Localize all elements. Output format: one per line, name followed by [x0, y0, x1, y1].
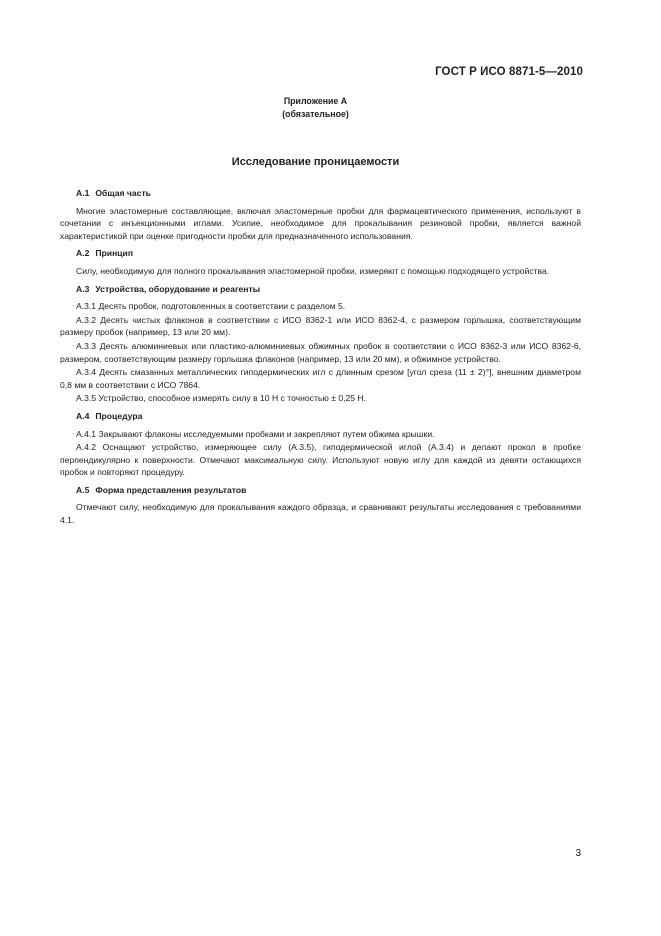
paragraph-a4-1: А.4.1 Закрывают флаконы исследуемыми пробками и закрепляют путем обжима крышки.: [76, 428, 435, 439]
paragraph-a3-4: А.3.4 Десять смазанных металлических гиподермических игл с длинным срезом [угол среза (11 ± 2)°], внешним диаметром 0,8 мм в соответствии с ИСО 7864.: [60, 367, 581, 390]
section-number: А.2: [76, 248, 90, 259]
paragraph: Многие эластомерные составляющие, включая эластомерные пробки для фармацевтического применения, используют в сочетании с инъекционными иглами. Усилие, необходимое для прокалывания резиновой пробки, является важной характеристикой при оценке пригодности пробки для предназначенного использования.: [60, 205, 581, 241]
section-title: Общая часть: [95, 188, 151, 198]
section-title: Процедура: [95, 410, 143, 421]
paragraph-a3-5: А.3.5 Устройство, способное измерять силу в 10 Н с точностью ± 0,25 Н.: [76, 393, 367, 404]
standard-designation: ГОСТ Р ИСО 8871-5—2010: [435, 66, 583, 78]
section-number: А.4: [76, 410, 90, 421]
paragraph: Отмечают силу, необходимую для прокалывания каждого образца, и сравнивают результаты исследования с требованиями 4.1.: [60, 502, 581, 526]
page-number: 3: [575, 848, 581, 859]
section-heading-a5: [60, 484, 581, 497]
paragraph: Силу, необходимую для полного прокалывания эластомерной пробки, измеряют с помощью подходящего устройства.: [76, 265, 550, 276]
paragraph-a3-3: А.3.3 Десять алюминиевых или пластико-алюминиевых обжимных пробок в соответствии с ИСО 8362-3 или ИСО 8362-6, размером, соответствующим размеру горлышка флаконов (например, 13 или 20 мм), и обжимное устройство.: [60, 340, 581, 364]
document-title: Исследование проницаемости: [231, 156, 400, 168]
section-title: Устройства, оборудование и реагенты: [95, 283, 261, 294]
section-number: А.5: [76, 484, 90, 495]
appendix-subtitle: (обязательное): [282, 109, 349, 119]
document-body: [60, 187, 581, 532]
paragraph-a4-2: А.4.2 Оснащают устройство, измеряющее силу (А.3.5), гиподермической иглой (А.3.4) и делают прокол в пробке перпендикулярно к поверхности. Отмечают максимальную силу. Используют новую иглу для каждой из девяти остающихся пробок и повторяют процедуру.: [60, 442, 581, 478]
section-title: Форма представления результатов: [95, 484, 247, 495]
section-heading-a3: [60, 283, 581, 296]
section-number: А.1: [76, 188, 90, 198]
section-title: Принцип: [95, 248, 134, 259]
paragraph-a3-1: А.3.1 Десять пробок, подготовленных в соответствии с разделом 5.: [76, 301, 346, 312]
appendix-title: Приложение А: [283, 96, 348, 106]
section-heading-a1: [60, 187, 581, 200]
section-heading-a4: [60, 410, 581, 423]
paragraph-a3-2: А.3.2 Десять чистых флаконов в соответствии с ИСО 8362-1 или ИСО 8362-4, с размером горлышка, соответствующим размеру пробок (например, 13 или 20 мм).: [60, 314, 581, 338]
section-number: А.3: [76, 283, 90, 294]
section-heading-a2: [60, 247, 581, 260]
